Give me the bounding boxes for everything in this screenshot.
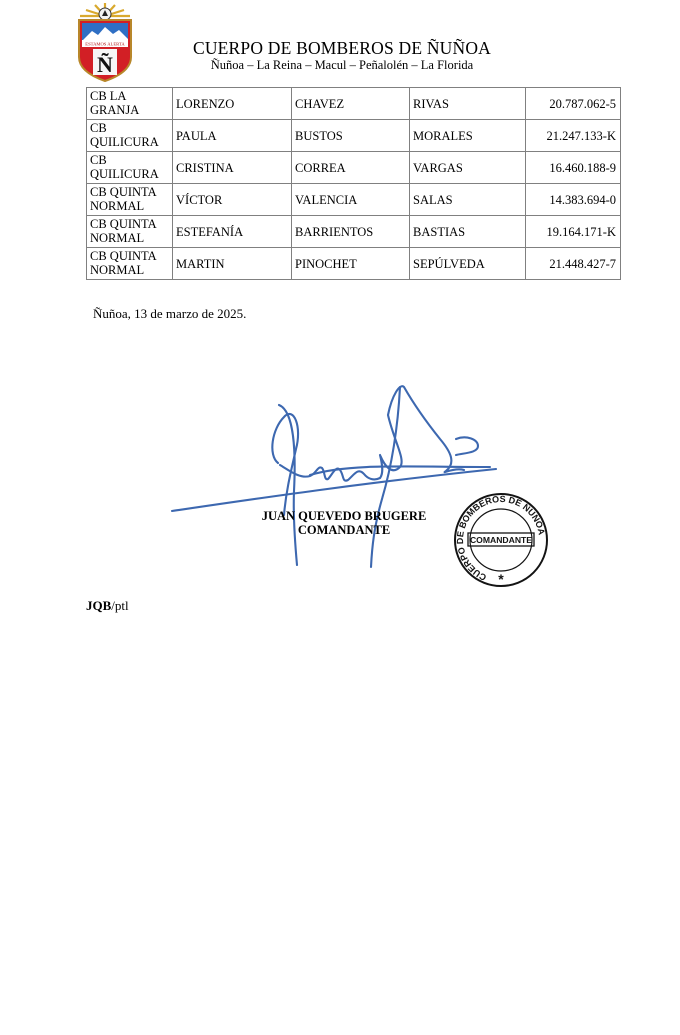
- company-cell: CB LA GRANJA: [87, 88, 173, 120]
- table-row: [87, 248, 621, 280]
- rut-cell: 19.164.171-K: [526, 216, 621, 248]
- company-cell: CB QUINTA NORMAL: [87, 216, 173, 248]
- official-stamp-seal: [452, 491, 550, 589]
- first-name-cell: VÍCTOR: [173, 184, 292, 216]
- table-row: [87, 152, 621, 184]
- last-name-1-cell: CORREA: [292, 152, 410, 184]
- signer-name: JUAN QUEVEDO BRUGERE: [261, 509, 427, 523]
- star-icon: *: [498, 571, 504, 587]
- reference-initials: [86, 598, 129, 614]
- author-initials: JQB: [86, 598, 112, 613]
- fire-department-crest-logo: [73, 2, 137, 82]
- communes-subtitle: Ñuñoa – La Reina – Macul – Peñalolén – La Florida: [210, 58, 474, 72]
- rut-cell: 21.247.133-K: [526, 120, 621, 152]
- rut-cell: 20.787.062-5: [526, 88, 621, 120]
- rut-cell: 16.460.188-9: [526, 152, 621, 184]
- table-row: [87, 120, 621, 152]
- company-cell: CB QUILICURA: [87, 120, 173, 152]
- last-name-2-cell: SALAS: [410, 184, 526, 216]
- crest-motto: ESTAMOS ALERTA: [85, 41, 125, 47]
- company-cell: CB QUILICURA: [87, 152, 173, 184]
- first-name-cell: CRISTINA: [173, 152, 292, 184]
- company-cell: CB QUINTA NORMAL: [87, 184, 173, 216]
- stamp-center-text: COMANDANTE: [469, 535, 533, 545]
- first-name-cell: PAULA: [173, 120, 292, 152]
- first-name-cell: MARTIN: [173, 248, 292, 280]
- place-date-line: Ñuñoa, 13 de marzo de 2025.: [93, 306, 247, 321]
- first-name-cell: ESTEFANÍA: [173, 216, 292, 248]
- typist-initials: /ptl: [111, 598, 129, 613]
- last-name-1-cell: BUSTOS: [292, 120, 410, 152]
- last-name-1-cell: PINOCHET: [292, 248, 410, 280]
- handwritten-signature: [160, 375, 500, 570]
- volunteer-roster-table: [86, 87, 621, 280]
- table-row: [87, 184, 621, 216]
- last-name-1-cell: BARRIENTOS: [292, 216, 410, 248]
- crest-letter: Ñ: [97, 52, 113, 77]
- rut-cell: 21.448.427-7: [526, 248, 621, 280]
- last-name-2-cell: VARGAS: [410, 152, 526, 184]
- company-cell: CB QUINTA NORMAL: [87, 248, 173, 280]
- last-name-2-cell: BASTIAS: [410, 216, 526, 248]
- last-name-2-cell: MORALES: [410, 120, 526, 152]
- last-name-1-cell: VALENCIA: [292, 184, 410, 216]
- last-name-2-cell: SEPÚLVEDA: [410, 248, 526, 280]
- first-name-cell: LORENZO: [173, 88, 292, 120]
- last-name-2-cell: RIVAS: [410, 88, 526, 120]
- last-name-1-cell: CHAVEZ: [292, 88, 410, 120]
- table-row: [87, 88, 621, 120]
- signer-title: COMANDANTE: [297, 523, 391, 537]
- stamp-ring-text: CUERPO DE BOMBEROS DE ÑUÑOA: [454, 493, 547, 583]
- table-row: [87, 216, 621, 248]
- organization-title: CUERPO DE BOMBEROS DE ÑUÑOA: [192, 38, 492, 58]
- rut-cell: 14.383.694-0: [526, 184, 621, 216]
